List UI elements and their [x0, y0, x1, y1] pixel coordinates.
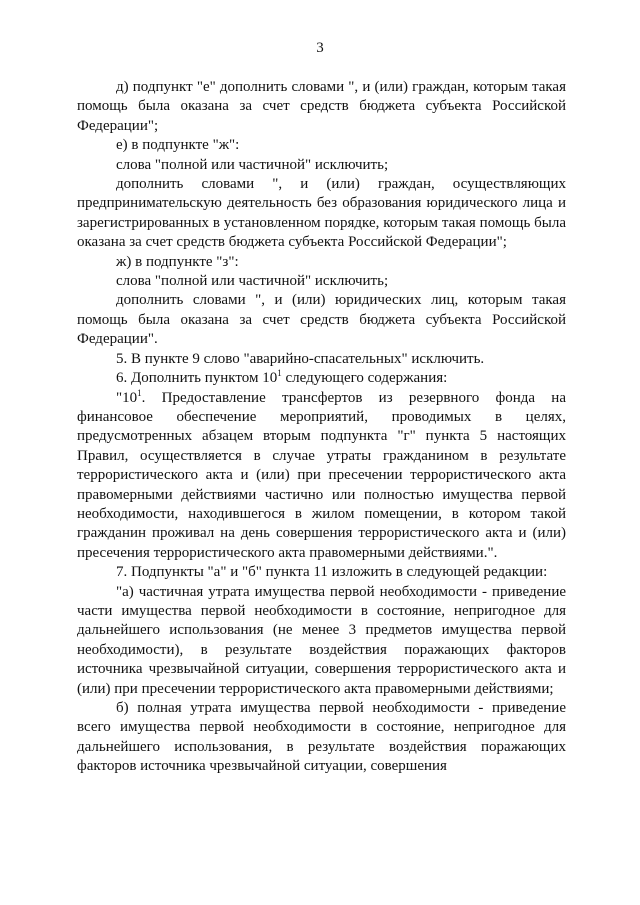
paragraph-item-10-1: "$10^1$. Предоставление трансфертов из резервного фонда на финансовое обеспечение мероприятий, проводимых в целях, предусмотренных абзацем вторым подпункта "г" пункта 5 настоящих Правил, осуществляется в случае утраты гражданином в результате террористического акта и (или) при пресечении террористического акта правомерными действиями частично или полностью имущества первой необходимости, находившегося в жилом помещении, в котором такой гражданин проживал на день совершения террористического акта и (или) пресечения террористического акта правомерными действиями.". [77, 387, 566, 561]
paragraph-a: "а) частичная утрата имущества первой необходимости - приведение части имущества первой необходимости в состояние, непригодное для дальнейшего использования (не менее 3 предметов имущества первой необходимости), в результате воздействия поражающих факторов источника чрезвычайной ситуации, совершения террористического акта и (или) при пресечении террористического акта правомерными действиями; [77, 583, 566, 697]
paragraph-b: б) полная утрата имущества первой необходимости - приведение всего имущества первой необходимости в состояние, непригодное для дальнейшего использования, в результате воздействия поражающих факторов источника чрезвычайной ситуации, совершения [77, 700, 566, 775]
paragraph-zh-words: слова "полной или частичной" исключить; [116, 273, 389, 290]
paragraph-e: е) в подпункте "ж": [116, 137, 240, 154]
paragraph-item-5: 5. В пункте 9 слово "аварийно-спасательных" исключить. [116, 350, 485, 367]
document-body [77, 78, 566, 777]
paragraph-item-7: 7. Подпункты "а" и "б" пункта 11 изложить в следующей редакции: [116, 564, 548, 581]
paragraph-zh-add: дополнить словами ", и (или) юридических лиц, которым такая помощь была оказана за счет средств бюджета субъекта Российской Федерации". [77, 292, 566, 348]
paragraph-e-add: дополнить словами ", и (или) граждан, осуществляющих предпринимательскую деятельность без образования юридического лица и зарегистрированных в установленном порядке, которым такая помощь была оказана за счет средств бюджета субъекта Российской Федерации"; [77, 176, 566, 251]
page-number: 3 [316, 40, 324, 56]
paragraph-item-6: 6. Дополнить пунктом $10^1$ следующего содержания: [116, 368, 448, 387]
paragraph-zh: ж) в подпункте "з": [116, 253, 239, 270]
paragraph-e-words: слова "полной или частичной" исключить; [116, 156, 389, 173]
paragraph-d: д) подпункт "е" дополнить словами ", и (или) граждан, которым такая помощь была оказана за счет средств бюджета субъекта Российской Федерации"; [77, 79, 566, 134]
